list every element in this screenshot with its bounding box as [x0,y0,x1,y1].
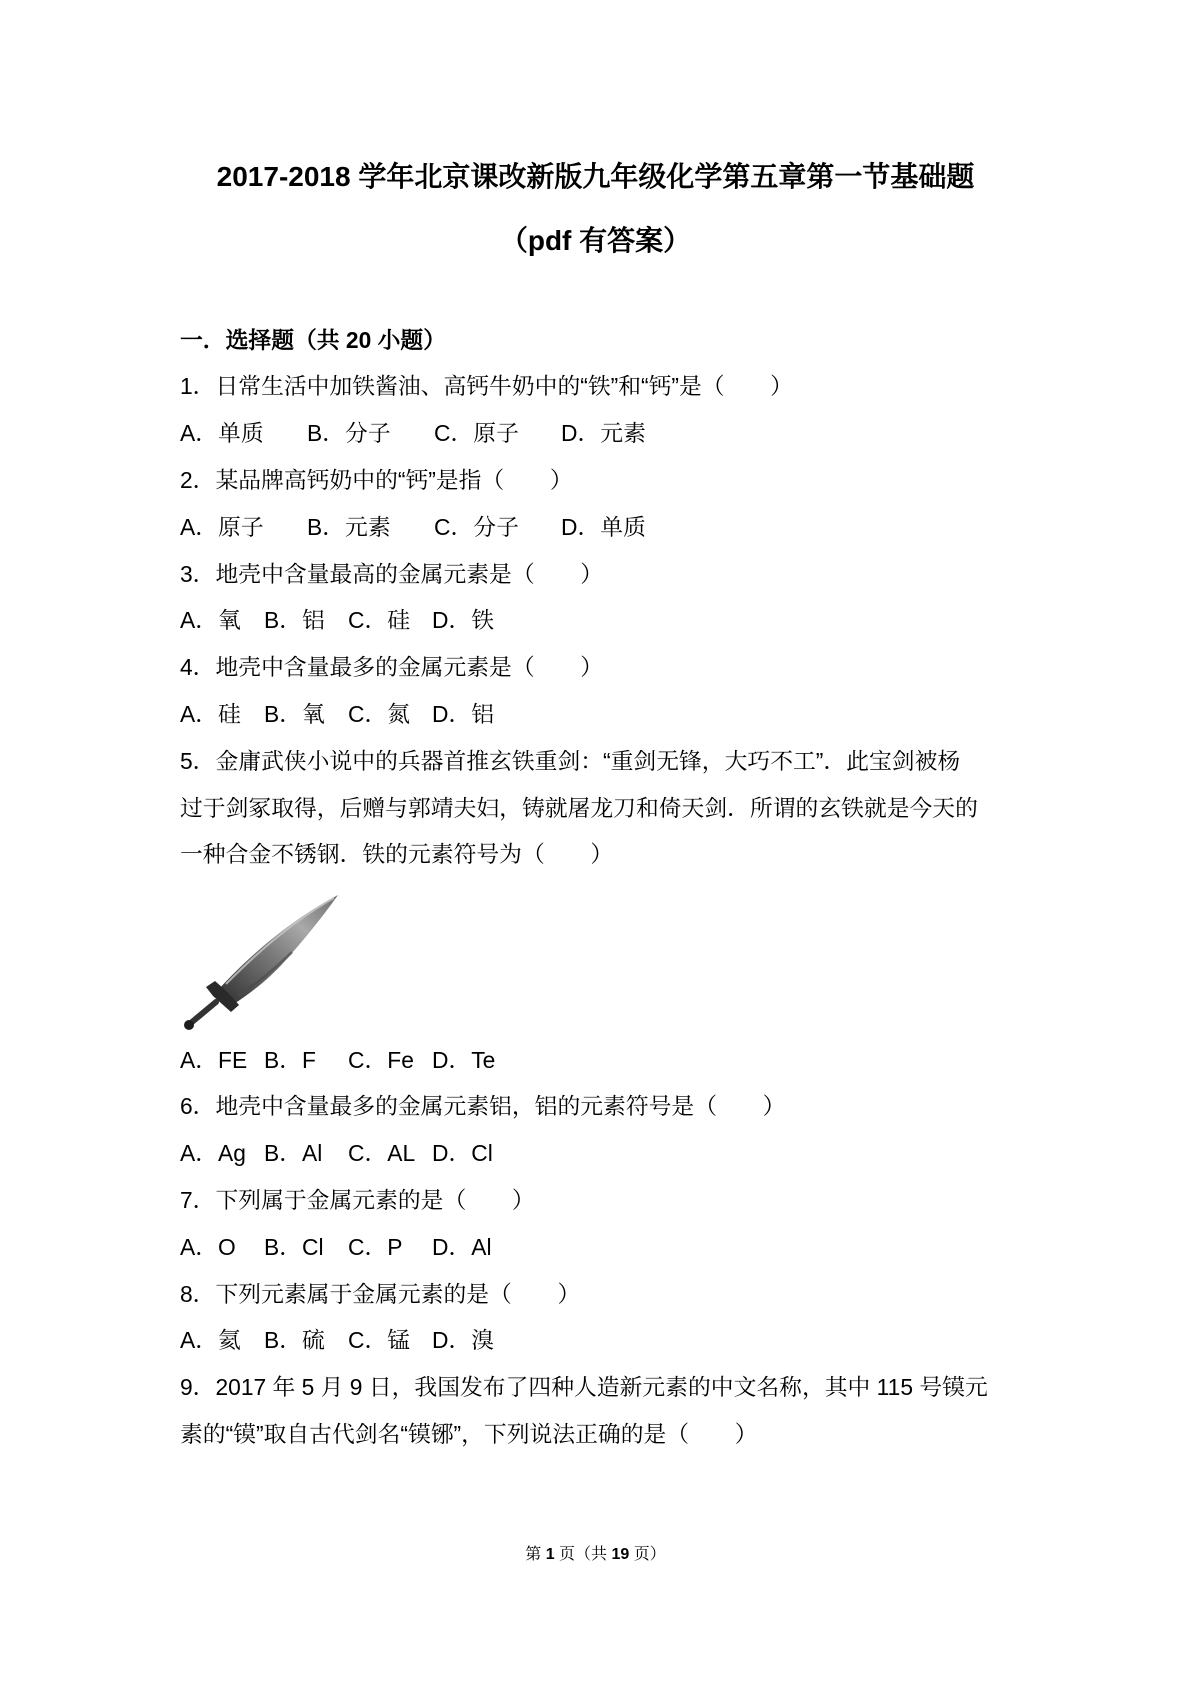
option-label: D． [561,420,601,447]
option-a [180,1037,264,1084]
option-d [432,1130,516,1177]
footer-prefix: 第 [525,1546,546,1563]
option-b [307,410,434,457]
question-1 [180,363,1140,410]
option-label: B． [264,1140,303,1167]
question-text: 下列属于金属元素的是（ ） [215,1186,535,1213]
question-5-line-2: 过于剑冢取得，后赠与郭靖夫妇，铸就屠龙刀和倚天剑．所谓的玄铁就是今天的 [180,794,978,821]
option-text: Ag [218,1140,246,1167]
option-text: O [218,1233,236,1260]
question-number: 5． [180,747,216,774]
option-label: A． [180,1046,219,1073]
option-text: 单质 [600,513,646,540]
option-text: 锰 [387,1327,411,1354]
option-text: Fe [387,1046,414,1073]
option-a [180,691,264,738]
options-3 [180,597,1140,644]
option-b [264,1130,348,1177]
option-text: 氧 [302,700,325,727]
option-text: 单质 [218,420,264,447]
option-text: 氮 [387,700,411,727]
option-text: 原子 [473,420,519,447]
option-label: C． [348,700,388,727]
option-text: AL [387,1140,416,1167]
option-text: 元素 [600,420,646,447]
option-label: C． [348,607,388,634]
question-6 [180,1083,1140,1130]
option-b [264,1037,348,1084]
option-label: A． [180,513,219,540]
question-5-line-3: 一种合金不锈钢．铁的元素符号为（ ） [180,841,614,868]
option-label: C． [348,1046,388,1073]
option-d [432,1224,516,1271]
options-7 [180,1224,1140,1271]
section-heading: 一．选择题（共 20 小题） [180,326,446,353]
question-7 [180,1177,1140,1224]
page-footer [0,1543,1191,1567]
option-text: Cl [302,1233,324,1260]
title-line-2: （pdf 有答案） [499,225,692,256]
option-c [348,1224,432,1271]
option-label: A． [180,700,219,727]
question-number: 2． [180,466,216,493]
option-d [432,691,516,738]
options-8 [180,1317,1140,1364]
options-2 [180,504,1140,551]
option-text: 氦 [218,1327,241,1354]
options-5 [180,1037,1140,1084]
option-text: 硅 [387,607,411,634]
option-label: C． [434,513,474,540]
option-text: Cl [471,1140,493,1167]
question-text: 日常生活中加铁酱油、高钙牛奶中的“铁”和“钙”是（ ） [215,373,793,400]
option-text: P [387,1233,403,1260]
option-b [264,597,348,644]
sword-blade [218,895,338,1004]
option-a [180,1224,264,1271]
question-4 [180,644,1140,691]
options-4 [180,691,1140,738]
option-d [432,1037,516,1084]
question-text: 下列元素属于金属元素的是（ ） [215,1280,581,1307]
option-b [264,691,348,738]
sword-handle [192,1002,216,1022]
question-text: 某品牌高钙奶中的“钙”是指（ ） [215,466,573,493]
question-text: 地壳中含量最多的金属元素是（ ） [215,654,604,681]
option-b [264,1317,348,1364]
option-label: A． [180,1233,219,1260]
footer-middle: 页（共 [554,1546,612,1563]
option-text: 氧 [218,607,241,634]
question-number: 4． [180,654,216,681]
option-label: A． [180,420,219,447]
option-a [180,410,307,457]
footer-total-pages: 19 [611,1546,630,1563]
option-label: D． [432,1233,472,1260]
question-2 [180,457,1140,504]
title-line-1: 2017-2018 学年北京课改新版九年级化学第五章第一节基础题 [216,161,975,192]
option-text: 硅 [218,700,241,727]
option-d [432,597,516,644]
option-label: C． [348,1140,388,1167]
option-label: B． [264,700,303,727]
question-number: 3． [180,560,216,587]
question-list [180,317,1140,1458]
question-text: 地壳中含量最高的金属元素是（ ） [215,560,604,587]
question-number: 1． [180,373,216,400]
option-label: A． [180,1140,219,1167]
option-text: FE [218,1046,248,1073]
sword-pommel [184,1020,194,1030]
option-label: A． [180,1327,219,1354]
question-9 [180,1364,1140,1411]
option-text: Al [302,1140,323,1167]
option-a [180,504,307,551]
option-c [434,410,561,457]
option-label: C． [348,1233,388,1260]
option-label: D． [432,1046,472,1073]
document-title [0,145,1191,273]
option-a [180,597,264,644]
question-text: 2017 年 5 月 9 日，我国发布了四种人造新元素的中文名称，其中 115 号镆元 [215,1374,988,1401]
footer-suffix: 页） [629,1546,666,1563]
option-label: D． [432,700,472,727]
option-d [561,410,688,457]
option-label: D． [432,1140,472,1167]
option-label: C． [348,1327,388,1354]
option-label: B． [307,513,346,540]
option-label: D． [432,607,472,634]
option-label: B． [264,1233,303,1260]
question-number: 7． [180,1186,216,1213]
option-text: 分子 [473,513,519,540]
option-c [348,597,432,644]
option-c [348,1130,432,1177]
option-text: 溴 [471,1327,495,1354]
question-number: 9． [180,1374,216,1401]
option-text: 分子 [345,420,391,447]
question-text: 金庸武侠小说中的兵器首推玄铁重剑：“重剑无锋，大巧不工”．此宝剑被杨 [215,747,961,774]
option-label: B． [264,1327,303,1354]
option-label: C． [434,420,474,447]
option-b [307,504,434,551]
option-text: 硫 [302,1327,325,1354]
option-text: 铝 [471,700,495,727]
sword-image [180,892,340,1032]
footer-page-number: 1 [545,1546,555,1563]
option-d [432,1317,516,1364]
sword-figure [180,878,1140,1036]
question-text: 地壳中含量最多的金属元素铝，铝的元素符号是（ ） [215,1093,786,1120]
question-3 [180,551,1140,598]
option-label: A． [180,607,219,634]
option-label: B． [307,420,346,447]
options-6 [180,1130,1140,1177]
option-text: 铁 [471,607,495,634]
option-a [180,1317,264,1364]
option-text: Al [471,1233,492,1260]
option-d [561,504,688,551]
option-c [434,504,561,551]
option-label: B． [264,607,303,634]
question-5 [180,738,1140,785]
option-b [264,1224,348,1271]
option-text: 元素 [345,513,391,540]
question-8 [180,1271,1140,1318]
option-text: 铝 [302,607,325,634]
option-label: B． [264,1046,303,1073]
option-c [348,1317,432,1364]
option-text: 原子 [218,513,264,540]
option-text: F [302,1046,316,1073]
question-9-line-2: 素的“镆”取自古代剑名“镆铘”，下列说法正确的是（ ） [180,1420,758,1447]
option-label: D． [561,513,601,540]
option-text: Te [471,1046,496,1073]
option-label: D． [432,1327,472,1354]
question-number: 8． [180,1280,216,1307]
option-c [348,691,432,738]
options-1 [180,410,1140,457]
option-a [180,1130,264,1177]
option-c [348,1037,432,1084]
question-number: 6． [180,1093,216,1120]
